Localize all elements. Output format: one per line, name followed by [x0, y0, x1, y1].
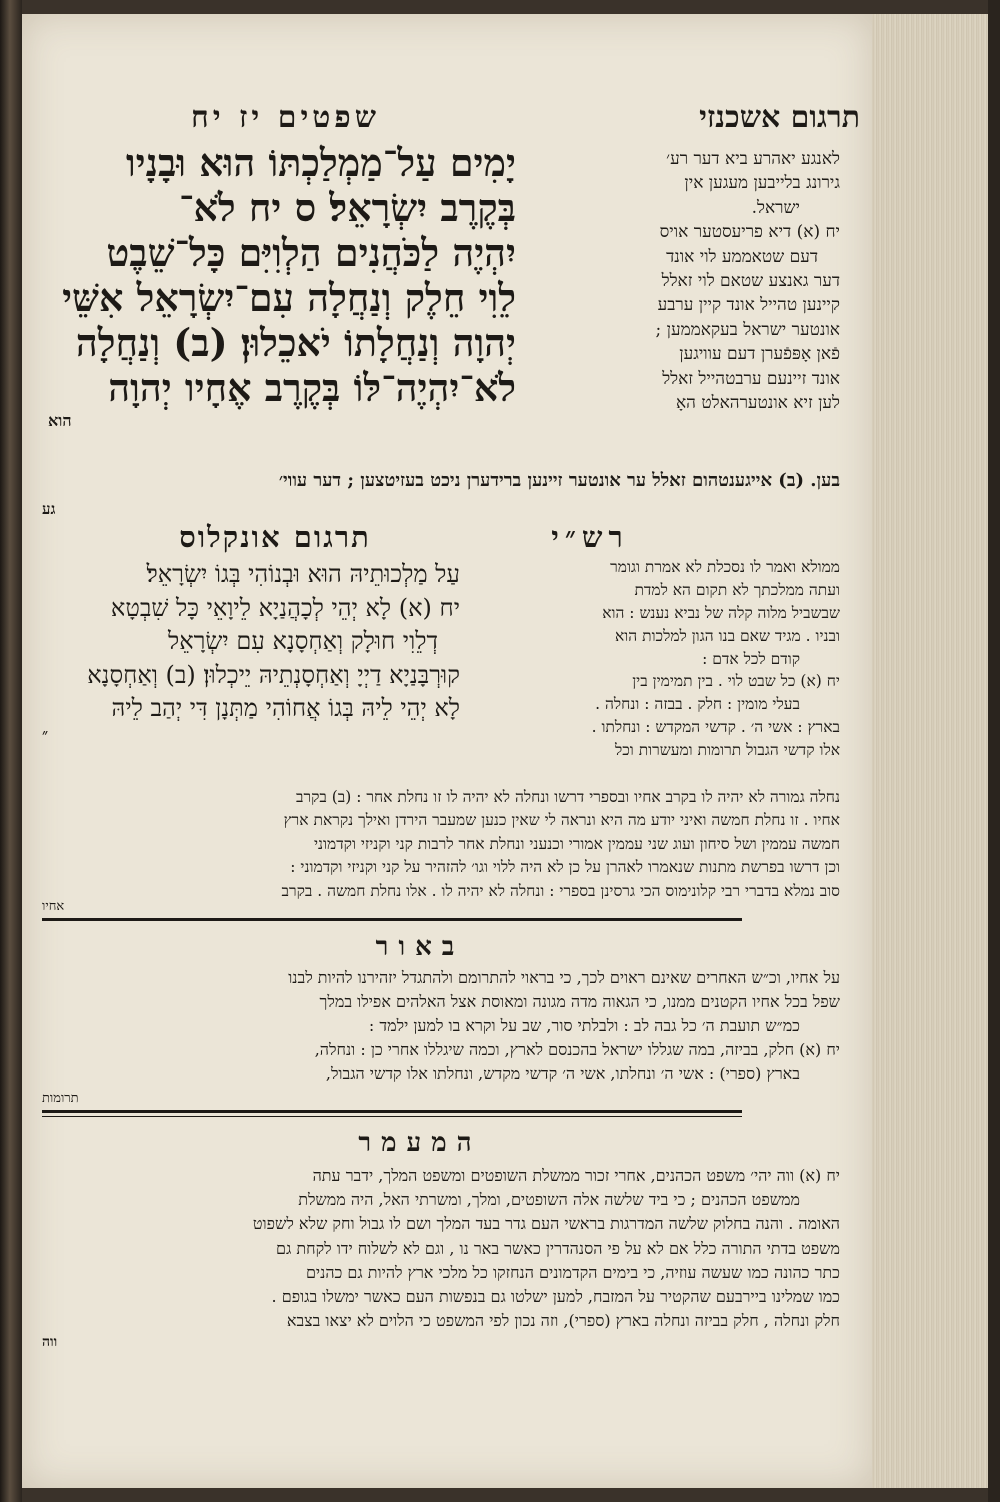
- scripture-line: לֵוִי חֵלֶק וְנַחֲלָה עִם־יִשְׂרָאֵל אִשֵּׁי: [62, 275, 516, 320]
- rashi-line: קודם לכל אדם :: [702, 649, 800, 668]
- scripture-line: לֹא־יִהְיֶה־לּוֹ בְּקֶרֶב אֶחָיו יְהוָה: [108, 365, 516, 410]
- rashi-line: בארץ : אשי ה׳ . קדשי המקדש : ונחלתו .: [591, 718, 840, 737]
- rashi-wide-line: נחלה גמורה לא יהיה לו בקרב אחיו ובספרי דרשו ונחלה לא יהיה לו זו נחלת אחר : (ב) בקרב: [295, 788, 840, 806]
- onkelos-heading: תרגום אונקלוס: [179, 520, 371, 554]
- german-line: קיינען טהייל אונד קיין ערבע: [657, 295, 840, 316]
- german-line: לען זיא אונטערהאלט האָ: [675, 392, 840, 413]
- german-translation-column: [512, 147, 840, 415]
- german-catchword: גע: [42, 500, 56, 518]
- onkelos-line: יח (א) לָא יְהֵי לְכָהֲנַיָא לֵיוָאֵי כָּל שִׁבְטָא: [110, 593, 460, 622]
- onkelos-line: לָא יְהֵי לֵיהּ בְּגוֹ אֲחוֹהִי מַתְּנָן דִּי יְהַב לֵיהּ: [111, 694, 460, 723]
- biur-line: על אחיו, וכ״ש האחרים שאינם ראוים לכך, כי בראוי להתרומם ולהתגדל יזהירנו להיות לבנו: [288, 968, 840, 987]
- page-edges-shadow: [988, 0, 1000, 1502]
- german-line: אונטער ישראל בעקאממען ;: [655, 319, 840, 340]
- biur-line: יח (א) חלק, בביזה, במה שגללו ישראל בהכנסם לארץ, וכמה שיגללו אחרי כן : ונחלה,: [314, 1040, 840, 1059]
- rashi-line: ובניו . מגיד שאם בנו הגון למלכות הוא: [615, 626, 840, 645]
- onkelos-catchword: ״: [42, 724, 49, 744]
- section-divider: [42, 918, 742, 921]
- german-line: גירונג בלייבען מעגען אין: [684, 173, 840, 194]
- rashi-column: [440, 556, 840, 762]
- meamer-line: האומה . והנה בחלוק שלשה המדרגות בראשי העם גדר בעד המלך ושם לו גבול וחק שלא לשפוט: [252, 1214, 840, 1234]
- onkelos-line: דְלֵוִי חוּלָק וְאַחְסָנָא עִם יִשְׂרָאֵל: [168, 627, 438, 656]
- scripture-line: יִהְיֶה לַכֹּהֲנִים הַלְוִיִּם כָּל־שֵׁבֶט: [106, 230, 516, 275]
- rashi-wide-line: וכן דרשו בפרשת מתנות שנאמרו לאהרן על כן לא היה ללוי וגו׳ להזהיר על קני וקניזי וקדמוני :: [290, 858, 840, 877]
- biur-catchword: תרומות: [42, 1091, 79, 1106]
- rashi-line: ממולא ואמר לו נסכלת לא אמרת וגומר: [610, 558, 840, 576]
- onkelos-column: [42, 558, 460, 744]
- scripture-catchword: הוא: [48, 411, 72, 430]
- meamer-line: כמו שמלינו ביירבעם שהקטיר על המזבח, למען ישלטו גם בנפשות העם כאשר ימשלו בגופם .: [271, 1286, 840, 1306]
- section-divider-thin: [42, 1116, 742, 1117]
- german-bridge-line: בען. (ב) אייגענטהום זאלל ער אונטער זיינען ברידערן ניכט בעזיטצען ; דער עווי׳: [278, 470, 840, 491]
- rashi-line: יח (א) כל שבט לוי . בין תמימין בין: [632, 672, 840, 691]
- biur-line: כמ״ש תועבת ה׳ כל גבה לב : ולבלתי סור, שב על וקרא בו למען ילמד :: [368, 1016, 800, 1035]
- german-line: פֿאן אָפּפֿערן דעם עוויגען: [679, 344, 840, 365]
- german-line: אונד זיינעם ערבטהייל זאלל: [662, 368, 840, 389]
- page-edges: [872, 14, 1000, 1488]
- rashi-heading: רש״י: [551, 520, 629, 554]
- rashi-line: בעלי מומין : חלק . בבזה : ונחלה .: [595, 695, 800, 714]
- german-line: דעם שטאממע לוי אונד: [666, 246, 818, 267]
- rashi-line: אלו קדשי הגבול תרומות ומעשרות וכל: [614, 741, 840, 760]
- book-spine: [0, 0, 22, 1502]
- rashi-wide-line: סוב נמלא בדברי רבי קלונימוס הכי גרסינן בספרי : ונחלה לא יהיה לו . אלו נחלת חמשה . בקרב: [281, 881, 840, 900]
- scripture-line: יָמִים עַל־מַמְלַכְתּוֹ הוּא וּבָנָיו: [125, 140, 516, 185]
- header-book-chapter: שפטים יז יח: [190, 100, 380, 135]
- german-line: יח (א) דיא פריעסטער אויס: [659, 222, 840, 243]
- german-line: דער גאנצע שטאם לוי זאלל: [661, 270, 840, 291]
- rashi-continuation: [42, 786, 840, 903]
- meamer-line: משפט בדתי התורה כלל אם לא על פי הסנהדרין כאשר באר נו , וגם לא לשלוח ידו לקחת גם: [276, 1238, 840, 1258]
- rashi-line: ועתה ממלכתך לא תקום הא למדת: [634, 580, 840, 599]
- onkelos-line: קוּרְבָּנַיָא דַיְיָ וְאַחְסָנְתֵיהּ יֵיכְלוּן׃ (ב) וְאַחְסָנָא: [87, 660, 460, 689]
- meamer-heading: המעמר: [358, 1128, 482, 1158]
- scripture-line: בְּקֶרֶב יִשְׂרָאֵל׃ ס יח לֹא־: [178, 185, 516, 230]
- scripture-line: יְהוָה וְנַחֲלָתוֹ יֹאכֵלוּן׃ (ב) וְנַחֲלָה: [75, 320, 516, 365]
- scripture-block: [48, 140, 516, 432]
- meamer-line: יח (א) ווה יהי׳ משפט הכהנים, אחרי זכור ממשלת השופטים ומשפט המלך, ידבר עתה: [312, 1166, 840, 1185]
- meamer-line: כתר כהונה כמו שעשה עוזיה, כי בימים הקדמונים הנחזקו כל מלכי ארץ להיות גם כהנים: [305, 1262, 840, 1282]
- biur-line: שפל בכל אחיו הקטנים ממנו, כי הגאוה מדה מגונה ומאוסת אצל האלהים אפילו במלך: [319, 992, 840, 1011]
- meamer-section: [42, 1164, 840, 1333]
- german-line: לאנגע יאהרע ביא דער רע׳: [666, 149, 840, 169]
- onkelos-line: עַל מַלְכוּתֵיהּ הוּא וּבְנוֹהִי בְּגוֹ יִשְׂרָאֵל׃: [146, 560, 460, 588]
- meamer-catchword: ווה: [42, 1334, 58, 1350]
- rashi-line: שבשביל מלוה קלה של נביא נענש : הוא: [602, 603, 840, 622]
- biur-section: [42, 966, 840, 1086]
- section-divider: [42, 1110, 742, 1113]
- biur-heading: באור: [375, 932, 465, 962]
- rashi-wide-line: אחיו . זו נחלת חמשה ואיני יודע מה היא ונראה לי שאין כנען שמעבר הירדן ואילך נקראת ארץ: [283, 811, 840, 830]
- header-targum-ashkenazi: תרגום אשכנזי: [699, 100, 860, 135]
- meamer-line: חלק ונחלה , חלק בביזה ונחלה בארץ (ספרי), וזה נכון לפי המשפט כי הלוים לא יצאו בצבא: [286, 1311, 840, 1331]
- meamer-line: ממשפט הכהנים ; כי ביד שלשה אלה השופטים, ומלך, ומשרתי האל, היה ממשלת: [298, 1190, 800, 1210]
- rashi-catchword: אחיו: [42, 899, 65, 914]
- rashi-wide-line: חמשה עממין ושל סיחון ועוג שני עממין אמורי וכנעני ונחלת אחר לרבות קני וקניזי וקדמוני: [313, 834, 840, 853]
- german-line: ישראל.: [751, 197, 800, 218]
- biur-line: בארץ (ספרי) : אשי ה׳ ונחלתו, אשי ה׳ קדשי מקדש, ונחלתו אלו קדשי הגבול,: [325, 1064, 800, 1083]
